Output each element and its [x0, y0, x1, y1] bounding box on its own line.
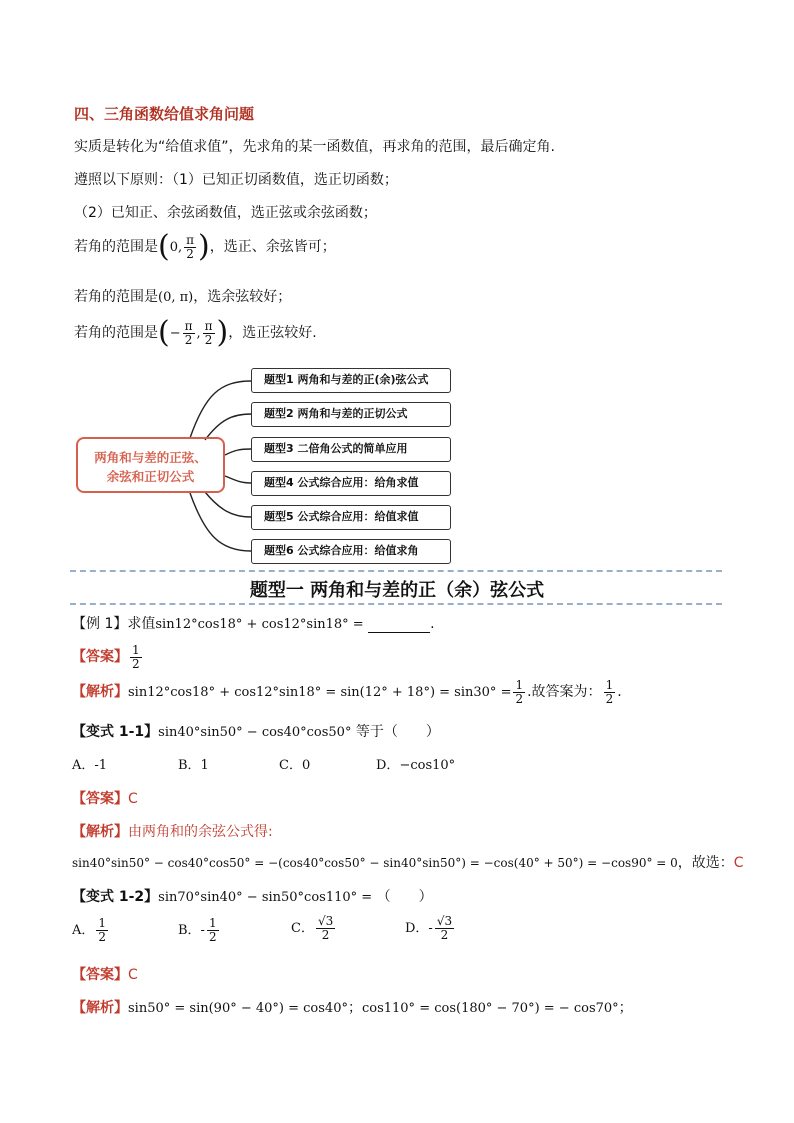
right-paren: ): [198, 229, 210, 264]
divider-bottom: [70, 603, 722, 605]
option-a: A．-1: [72, 758, 108, 773]
range-2-suffix: ，选余弦较好；: [193, 289, 292, 305]
example-1: [72, 613, 435, 633]
analysis-label: 【解析】: [72, 824, 128, 840]
variant-1-1-analysis: [72, 821, 273, 841]
option-a: [72, 917, 110, 943]
example-1-answer: [72, 644, 144, 670]
connector-1: [190, 381, 251, 438]
derivation-tail: ，故选：: [677, 855, 734, 871]
pi-over-2: $\frac{\pi}{2}$: [204, 318, 213, 347]
branch-type-1: 题型1 两角和与差的正(余)弦公式: [251, 368, 451, 393]
connector-6: [190, 493, 251, 551]
derivation-expr: sin40°sin50° − cos40°cos50° = −(cos40°cos50° − sin40°sin50°) = −cos(40° + 50°) = −cos90° = 0: [72, 856, 678, 870]
minus-sign: −: [169, 326, 181, 341]
answer-label: 【答案】: [72, 649, 128, 666]
left-paren: (: [158, 315, 170, 350]
period: .: [617, 684, 622, 701]
analysis-expr-1: sin50° = sin(90° − 40°) = cos40°: [128, 1001, 348, 1016]
branch-type-3: 题型3 二倍角公式的简单应用: [251, 437, 451, 462]
pi-over-2: $\frac{\pi}{2}$: [184, 318, 193, 347]
variant-1-2-suffix: （ ）: [376, 889, 433, 905]
analysis-label: 【解析】: [72, 684, 128, 701]
intro-line-3: （2）已知正、余弦函数值，选正弦或余弦函数；: [74, 205, 377, 221]
analysis-tail: .故答案为：: [527, 684, 602, 701]
connector-5: [205, 492, 251, 517]
option-c: [291, 915, 337, 941]
variant-1-1-label: 【变式 1-1】: [72, 724, 159, 740]
branch-type-2: 题型2 两角和与差的正切公式: [251, 402, 451, 427]
pi-over-2: $\frac{\pi}{2}$: [186, 232, 195, 261]
one-half: $\frac{1}{2}$: [515, 678, 524, 706]
range-2-prefix: 若角的范围是: [74, 289, 158, 305]
example-1-prompt: 求值: [127, 616, 156, 632]
derivation-choice: C: [733, 855, 744, 871]
option-d: [405, 915, 456, 941]
variant-1-2-label: 【变式 1-2】: [72, 889, 159, 905]
analysis-label: 【解析】: [72, 1000, 128, 1016]
branch-type-6: 题型6 公式综合应用：给值求角: [251, 539, 451, 564]
variant-1-2-expr: sin70°sin40° − sin50°cos110° =: [158, 890, 373, 905]
example-1-expr: sin12°cos18° + cos12°sin18° =: [155, 617, 364, 632]
sqrt3-over-2: $\frac{√3}{2}$: [436, 914, 453, 942]
option-d-label: D．: [376, 758, 400, 773]
intro-line-1: 实质是转化为“给值求值”，先求角的某一函数值，再求角的范围，最后确定角.: [74, 139, 555, 155]
answer-value: C: [128, 967, 138, 983]
option-b: B．1: [178, 758, 209, 773]
range-1-prefix: 若角的范围是: [74, 239, 158, 255]
option-d-math: −cos10°: [399, 758, 456, 773]
range-3-prefix: 若角的范围是: [74, 325, 158, 341]
center-line-1: 两角和与差的正弦、: [94, 450, 207, 465]
section-title: 四、三角函数给值求角问题: [74, 105, 255, 123]
answer-blank: [368, 618, 430, 633]
option-d-label: D．-: [405, 921, 433, 937]
answer-fraction: $\frac{1}{2}$: [132, 643, 140, 671]
branch-type-4: 题型4 公式综合应用：给角求值: [251, 471, 451, 496]
range-2-math: (0, π): [158, 290, 194, 305]
option-b: [178, 917, 221, 943]
range-1-suffix: ，选正、余弦皆可；: [209, 239, 336, 255]
period: .: [430, 616, 435, 632]
variant-1-1: [72, 721, 440, 741]
variant-1-1-expr: sin40°sin50° − cos40°cos50°: [158, 725, 352, 740]
topic-heading: 题型一 两角和与差的正（余）弦公式: [249, 580, 545, 601]
intro-line-2: 遵照以下原则：（1）已知正切函数值，选正切函数；: [74, 172, 398, 188]
connector-3: [225, 449, 251, 455]
answer-value: C: [128, 791, 138, 807]
variant-1-1-answer: [72, 788, 138, 808]
option-d: [376, 754, 455, 773]
analysis-text: 由两角和的余弦公式得:: [128, 824, 273, 840]
variant-1-2-analysis: [72, 997, 633, 1017]
variant-1-1-derivation: [72, 852, 744, 872]
option-c: C．0: [279, 758, 311, 773]
option-a-label: A．: [72, 923, 95, 939]
variant-1-2-answer: [72, 964, 138, 984]
center-line-2: 余弦和正切公式: [106, 469, 195, 484]
one-half: $\frac{1}{2}$: [98, 916, 107, 944]
example-1-analysis: [72, 679, 622, 705]
answer-label: 【答案】: [72, 791, 128, 807]
divider-top: [70, 570, 722, 572]
option-b-label: B．-: [178, 923, 205, 939]
example-1-label: 【例 1】: [72, 616, 128, 632]
variant-1-2: [72, 886, 433, 906]
left-paren: (: [158, 229, 170, 264]
variant-1-1-suffix: 等于（ ）: [355, 724, 440, 740]
one-half: $\frac{1}{2}$: [605, 678, 614, 706]
sqrt3-over-2: $\frac{√3}{2}$: [317, 914, 334, 942]
range-3-suffix: ，选正弦较好.: [228, 325, 317, 341]
answer-label: 【答案】: [72, 967, 128, 983]
comma: ,: [196, 326, 201, 341]
analysis-sep: ；: [347, 1000, 362, 1016]
one-half: $\frac{1}{2}$: [208, 916, 217, 944]
branch-type-5: 题型5 公式综合应用：给值求值: [251, 505, 451, 530]
connector-4: [225, 476, 251, 483]
analysis-end: ；: [618, 1000, 633, 1016]
option-c-label: C．: [291, 921, 314, 937]
right-paren: ): [216, 315, 229, 350]
zero: 0,: [169, 240, 183, 255]
analysis-expr-2: cos110° = cos(180° − 70°) = − cos70°: [361, 1001, 619, 1016]
mindmap-center: [76, 437, 225, 493]
analysis-expr: sin12°cos18° + cos12°sin18° = sin(12° + 18°) = sin30° =: [128, 685, 512, 701]
